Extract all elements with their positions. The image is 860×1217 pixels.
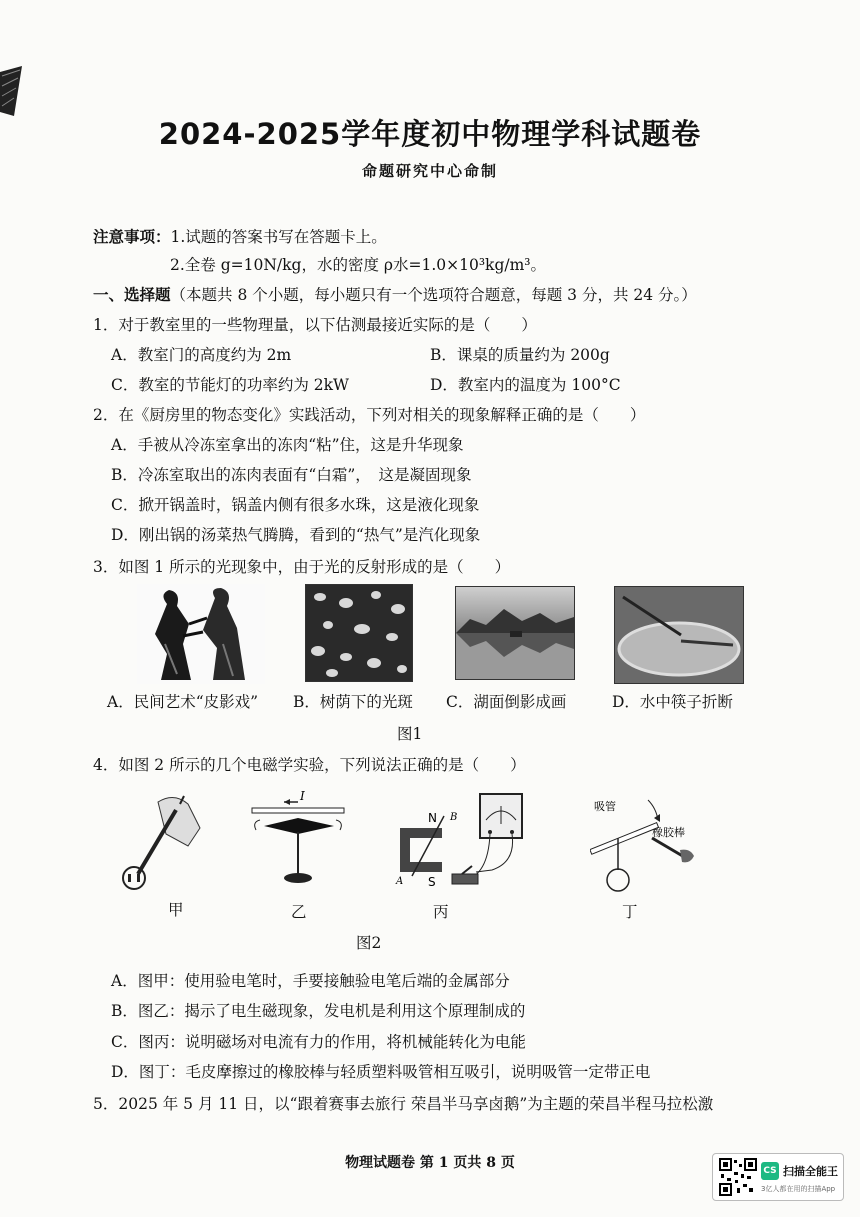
- page-title: 2024-2025学年度初中物理学科试题卷: [158, 117, 702, 151]
- q2-option-c: C．掀开锅盖时，锅盖内侧有很多水珠，这是液化现象: [111, 496, 480, 514]
- notice-item-2: 2.全卷 g=10N/kg，水的密度 ρ水=1.0×10³kg/m³。: [170, 256, 546, 274]
- charged-straw-diagram: [590, 788, 700, 894]
- q4-option-a: A．图甲：使用验电笔时，手要接触验电笔后端的金属部分: [111, 972, 510, 990]
- q1-stem: 1．对于教室里的一些物理量，以下估测最接近实际的是（ ）: [93, 316, 537, 334]
- q3-option-a: A．民间艺术“皮影戏”: [107, 693, 259, 711]
- b-end-label: B: [450, 812, 458, 823]
- figure-2-caption: 图2: [356, 934, 382, 952]
- fig2-label-ding: 丁: [622, 903, 638, 921]
- q4-option-c: C．图丙：说明磁场对电流有力的作用，将机械能转化为电能: [111, 1033, 526, 1051]
- q3-option-d: D．水中筷子折断: [612, 693, 733, 711]
- shadow-puppet-image: [137, 584, 265, 684]
- section-title: 一、选择题: [93, 285, 171, 304]
- chopsticks-in-water-image: [614, 586, 744, 684]
- q1-option-d: D．教室内的温度为 100°C: [430, 376, 621, 394]
- notice-line-1: [93, 225, 387, 247]
- page-footer: 物理试题卷 第 1 页共 8 页: [345, 1155, 515, 1171]
- tree-shade-light-spots-image: [305, 584, 413, 682]
- fig2-label-yi: 乙: [291, 903, 307, 921]
- south-pole-label: S: [428, 875, 436, 889]
- q2-option-a: A．手被从冷冻室拿出的冻肉“粘”住，这是升华现象: [111, 436, 464, 454]
- a-end-label: A: [396, 876, 404, 887]
- straw-label: 吸管: [594, 800, 616, 813]
- oersted-experiment-diagram: [248, 788, 348, 888]
- q2-stem: 2．在《厨房里的物态变化》实践活动，下列对相关的现象解释正确的是（ ）: [93, 406, 646, 424]
- test-pen-diagram: [118, 788, 218, 894]
- q5-stem: 5．2025 年 5 月 11 日，以“跟着赛事去旅行 荣昌半马享卤鹅”为主题的荣昌半程马拉松激: [93, 1095, 714, 1113]
- section-heading: [93, 283, 697, 305]
- rubber-rod-label: 橡胶棒: [652, 826, 685, 839]
- scanner-logo: CS: [761, 1162, 779, 1180]
- q2-option-b: B．冷冻室取出的冻肉表面有“白霜”， 这是凝固现象: [111, 466, 472, 484]
- scanner-app-name: 扫描全能王: [783, 1165, 838, 1178]
- q1-option-b: B．课桌的质量约为 200g: [430, 346, 610, 364]
- q4-stem: 4．如图 2 所示的几个电磁学实验，下列说法正确的是（ ）: [93, 756, 526, 774]
- q4-option-b: B．图乙：揭示了电生磁现象，发电机是利用这个原理制成的: [111, 1002, 526, 1020]
- qr-code-icon: [719, 1158, 757, 1196]
- q2-option-d: D．刚出锅的汤菜热气腾腾，看到的“热气”是汽化现象: [111, 526, 481, 544]
- fig2-label-jia: 甲: [168, 901, 184, 919]
- q1-option-a: A．教室门的高度约为 2m: [111, 346, 292, 364]
- figure-1-caption: 图1: [397, 725, 423, 743]
- q4-option-d: D．图丁：毛皮摩擦过的橡胶棒与轻质塑料吸管相互吸引，说明吸管一定带正电: [111, 1063, 651, 1081]
- page-subtitle: 命题研究中心命制: [361, 162, 498, 180]
- north-pole-label: N: [428, 811, 437, 825]
- lake-reflection-image: [455, 586, 575, 680]
- q3-option-c: C．湖面倒影成画: [446, 693, 567, 711]
- current-label: I: [300, 789, 305, 803]
- q3-option-b: B．树荫下的光斑: [293, 693, 413, 711]
- scanner-watermark: [712, 1153, 844, 1201]
- scanner-tagline: 3亿人都在用的扫描App: [761, 1185, 836, 1193]
- notice-item-1: 1.试题的答案书写在答题卡上。: [170, 228, 387, 246]
- fig2-label-bing: 丙: [433, 903, 449, 921]
- electromagnetic-induction-diagram: [392, 790, 528, 896]
- corner-scan-artifact: [0, 66, 26, 116]
- q1-option-c: C．教室的节能灯的功率约为 2kW: [111, 376, 349, 394]
- notice-label: 注意事项：: [93, 227, 171, 246]
- q3-stem: 3．如图 1 所示的光现象中，由于光的反射形成的是（ ）: [93, 558, 511, 576]
- section-description: （本题共 8 个小题，每小题只有一个选项符合题意，每题 3 分，共 24 分。）: [170, 286, 697, 304]
